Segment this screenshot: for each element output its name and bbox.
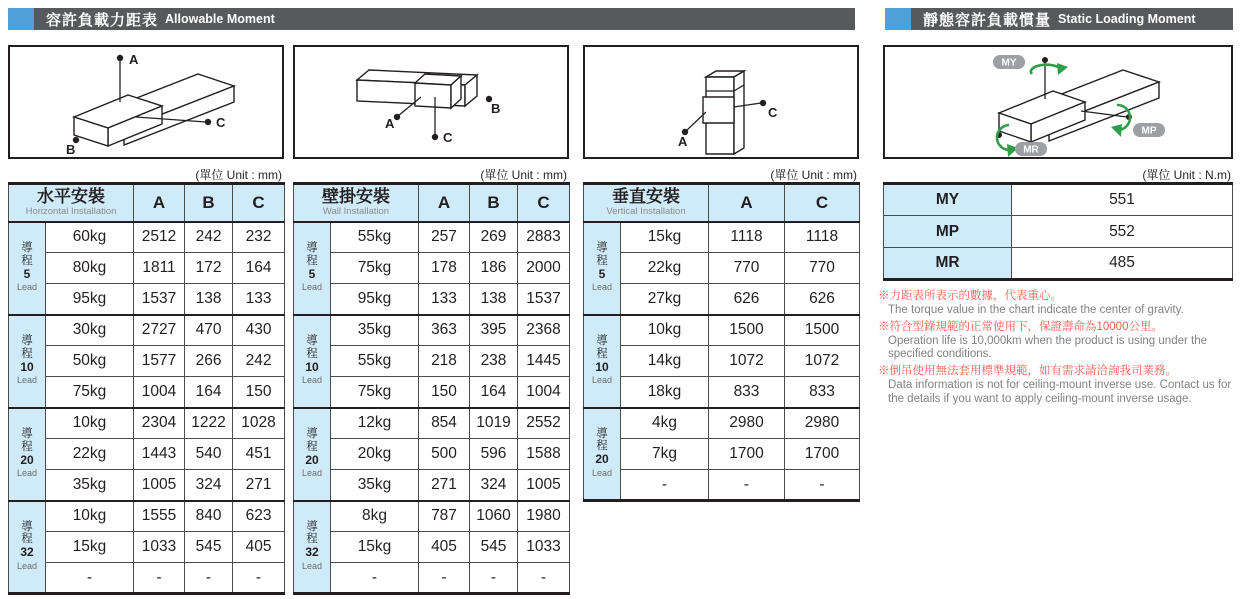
value-cell: 451 bbox=[233, 439, 285, 470]
load-cell: - bbox=[621, 470, 709, 501]
load-cell: 50kg bbox=[46, 346, 134, 377]
value-cell: 1700 bbox=[785, 439, 860, 470]
value-cell: 395 bbox=[470, 315, 518, 346]
table-header-row bbox=[584, 184, 860, 222]
value-cell: 271 bbox=[233, 470, 285, 501]
value-cell: 1019 bbox=[470, 408, 518, 439]
point-a-dot bbox=[394, 114, 400, 120]
moment-axis-cell: MP bbox=[884, 216, 1012, 248]
load-cell: 10kg bbox=[46, 408, 134, 439]
note-en: Data information is not for ceiling-mount inverse use. Contact us for the details if you want to apply ceiling-mount inverse usage. bbox=[888, 379, 1232, 405]
value-cell: 257 bbox=[419, 222, 470, 253]
value-cell: 833 bbox=[785, 377, 860, 408]
notes-block bbox=[878, 289, 1236, 409]
value-cell: 2727 bbox=[134, 315, 185, 346]
table-row bbox=[584, 408, 860, 439]
table-row bbox=[294, 501, 570, 532]
actuator-isometric-drawing bbox=[295, 47, 567, 157]
load-cell: 8kg bbox=[331, 501, 419, 532]
value-cell: 1072 bbox=[785, 346, 860, 377]
table-row bbox=[9, 532, 285, 563]
note-item bbox=[878, 289, 1236, 318]
value-cell: 133 bbox=[419, 284, 470, 315]
table-row bbox=[294, 532, 570, 563]
table-row bbox=[584, 315, 860, 346]
value-cell: 2980 bbox=[785, 408, 860, 439]
unit-label-mm: (單位 Unit : mm) bbox=[195, 168, 282, 182]
carriage-front-face bbox=[703, 97, 734, 123]
vertical-installation-diagram bbox=[583, 45, 859, 159]
value-cell: 623 bbox=[233, 501, 285, 532]
table-row bbox=[9, 408, 285, 439]
value-cell: 545 bbox=[470, 532, 518, 563]
load-cell: 27kg bbox=[621, 284, 709, 315]
carriage-front-face bbox=[415, 83, 451, 108]
table-header-row bbox=[9, 184, 285, 222]
value-cell: 596 bbox=[470, 439, 518, 470]
table-row bbox=[9, 439, 285, 470]
unit-label-mm: (單位 Unit : mm) bbox=[480, 168, 567, 182]
table-row bbox=[584, 253, 860, 284]
table-row bbox=[584, 439, 860, 470]
column-header-a: A bbox=[419, 184, 470, 222]
value-cell: 1222 bbox=[185, 408, 233, 439]
moment-value-cell: 552 bbox=[1012, 216, 1233, 248]
value-cell: 266 bbox=[185, 346, 233, 377]
mr-label: MR bbox=[1023, 144, 1039, 156]
table-row bbox=[884, 216, 1233, 248]
table-row bbox=[294, 253, 570, 284]
value-cell: 626 bbox=[785, 284, 860, 315]
moment-axis-cell: MR bbox=[884, 248, 1012, 280]
column-header-c: C bbox=[233, 184, 285, 222]
static-moment-diagram bbox=[883, 45, 1233, 159]
table-row bbox=[294, 346, 570, 377]
my-rotation-arrow bbox=[1031, 65, 1061, 74]
load-cell: 55kg bbox=[331, 222, 419, 253]
actuator-isometric-drawing bbox=[10, 47, 282, 157]
point-c-dot bbox=[205, 119, 211, 125]
value-cell: 1443 bbox=[134, 439, 185, 470]
load-cell: 12kg bbox=[331, 408, 419, 439]
note-zh: ※符合型錄規範的正常使用下，保證壽命為10000公里。 bbox=[878, 320, 1163, 333]
value-cell: 1445 bbox=[518, 346, 570, 377]
load-cell: 60kg bbox=[46, 222, 134, 253]
table-row bbox=[9, 470, 285, 501]
point-a-label: A bbox=[129, 52, 139, 67]
value-cell: 1500 bbox=[709, 315, 785, 346]
static-loading-table bbox=[883, 182, 1233, 281]
load-cell: 10kg bbox=[46, 501, 134, 532]
value-cell: 238 bbox=[470, 346, 518, 377]
table-row bbox=[9, 222, 285, 253]
value-cell: 405 bbox=[419, 532, 470, 563]
value-cell: 138 bbox=[470, 284, 518, 315]
load-cell: 4kg bbox=[621, 408, 709, 439]
value-cell: 2000 bbox=[518, 253, 570, 284]
table-row bbox=[584, 377, 860, 408]
value-cell: 1700 bbox=[709, 439, 785, 470]
value-cell: 242 bbox=[233, 346, 285, 377]
value-cell: 324 bbox=[185, 470, 233, 501]
value-cell: 787 bbox=[419, 501, 470, 532]
value-cell: 840 bbox=[185, 501, 233, 532]
lead-cell: 導 程 5 Lead bbox=[584, 222, 621, 315]
value-cell: 500 bbox=[419, 439, 470, 470]
load-cell: 55kg bbox=[331, 346, 419, 377]
point-c-label: C bbox=[216, 115, 226, 130]
table-row bbox=[294, 315, 570, 346]
point-b-label: B bbox=[66, 142, 76, 157]
section-title-en: Allowable Moment bbox=[165, 12, 275, 26]
value-cell: 545 bbox=[185, 532, 233, 563]
value-cell: 1060 bbox=[470, 501, 518, 532]
value-cell: 540 bbox=[185, 439, 233, 470]
unit-label-mm: (單位 Unit : mm) bbox=[770, 168, 857, 182]
my-arrowhead bbox=[1057, 63, 1068, 75]
value-cell: 405 bbox=[233, 532, 285, 563]
value-cell: 1005 bbox=[518, 470, 570, 501]
value-cell: 1811 bbox=[134, 253, 185, 284]
section-title-zh: 容許負載力距表 bbox=[46, 11, 159, 29]
point-a-label: A bbox=[385, 116, 395, 131]
load-cell: 95kg bbox=[331, 284, 419, 315]
point-c-dot bbox=[432, 134, 438, 140]
table-row bbox=[9, 284, 285, 315]
value-cell: 2304 bbox=[134, 408, 185, 439]
value-cell: 164 bbox=[470, 377, 518, 408]
my-axis-dot bbox=[1042, 57, 1048, 63]
lead-cell: 導 程 5 Lead bbox=[9, 222, 46, 315]
horizontal-installation-diagram bbox=[8, 45, 284, 159]
value-cell: - bbox=[233, 563, 285, 594]
value-cell: 324 bbox=[470, 470, 518, 501]
value-cell: 1072 bbox=[709, 346, 785, 377]
load-cell: 30kg bbox=[46, 315, 134, 346]
load-cell: 7kg bbox=[621, 439, 709, 470]
table-row bbox=[294, 222, 570, 253]
lead-cell: 導 程 20 Lead bbox=[584, 408, 621, 501]
column-header-c: C bbox=[785, 184, 860, 222]
load-cell: 75kg bbox=[46, 377, 134, 408]
value-cell: 1537 bbox=[134, 284, 185, 315]
value-cell: 1004 bbox=[134, 377, 185, 408]
column-header-a: A bbox=[709, 184, 785, 222]
lead-cell: 導 程 20 Lead bbox=[294, 408, 331, 501]
column-header-b: B bbox=[185, 184, 233, 222]
value-cell: 2980 bbox=[709, 408, 785, 439]
table-row bbox=[584, 222, 860, 253]
value-cell: 770 bbox=[785, 253, 860, 284]
value-cell: - bbox=[518, 563, 570, 594]
note-item bbox=[878, 320, 1236, 363]
table-row bbox=[9, 346, 285, 377]
load-cell: 35kg bbox=[331, 470, 419, 501]
column-header-b: B bbox=[470, 184, 518, 222]
wall-installation-table bbox=[293, 182, 570, 595]
value-cell: 1118 bbox=[709, 222, 785, 253]
point-c-dot bbox=[760, 100, 766, 106]
table-row bbox=[9, 253, 285, 284]
table-row bbox=[294, 284, 570, 315]
lead-cell: 導 程 10 Lead bbox=[294, 315, 331, 408]
value-cell: 178 bbox=[419, 253, 470, 284]
value-cell: 1004 bbox=[518, 377, 570, 408]
lead-cell: 導 程 32 Lead bbox=[294, 501, 331, 594]
table-row bbox=[294, 408, 570, 439]
value-cell: 833 bbox=[709, 377, 785, 408]
value-cell: 172 bbox=[185, 253, 233, 284]
value-cell: 2552 bbox=[518, 408, 570, 439]
value-cell: 150 bbox=[233, 377, 285, 408]
value-cell: 186 bbox=[470, 253, 518, 284]
load-cell: 80kg bbox=[46, 253, 134, 284]
table-row bbox=[584, 346, 860, 377]
load-cell: 75kg bbox=[331, 253, 419, 284]
point-a-label: A bbox=[678, 134, 688, 149]
note-en: The torque value in the chart indicate the center of gravity. bbox=[888, 303, 1184, 316]
value-cell: 232 bbox=[233, 222, 285, 253]
load-cell: 22kg bbox=[46, 439, 134, 470]
value-cell: 1033 bbox=[518, 532, 570, 563]
value-cell: - bbox=[419, 563, 470, 594]
table-header-row bbox=[294, 184, 570, 222]
section-title-zh: 靜態容許負載慣量 bbox=[923, 11, 1052, 29]
value-cell: - bbox=[785, 470, 860, 501]
actuator-isometric-drawing bbox=[585, 47, 857, 157]
value-cell: - bbox=[134, 563, 185, 594]
table-row bbox=[9, 377, 285, 408]
lead-cell: 導 程 32 Lead bbox=[9, 501, 46, 594]
lead-cell: 導 程 10 Lead bbox=[584, 315, 621, 408]
value-cell: - bbox=[470, 563, 518, 594]
table-row bbox=[9, 563, 285, 594]
mp-label: MP bbox=[1141, 125, 1157, 137]
load-cell: 35kg bbox=[46, 470, 134, 501]
note-zh: ※倒吊使用無法套用標準規範，如有需求請洽詢我司業務。 bbox=[878, 365, 1177, 378]
value-cell: - bbox=[709, 470, 785, 501]
lead-cell: 導 程 10 Lead bbox=[9, 315, 46, 408]
installation-title-cell: 水平安裝 Horizontal Installation bbox=[9, 184, 134, 222]
table-row bbox=[584, 284, 860, 315]
value-cell: - bbox=[185, 563, 233, 594]
table-row bbox=[584, 470, 860, 501]
value-cell: 430 bbox=[233, 315, 285, 346]
value-cell: 133 bbox=[233, 284, 285, 315]
value-cell: 470 bbox=[185, 315, 233, 346]
value-cell: 218 bbox=[419, 346, 470, 377]
note-zh: ※力距表所表示的數據，代表重心。 bbox=[878, 290, 1062, 302]
load-cell: 10kg bbox=[621, 315, 709, 346]
value-cell: 2883 bbox=[518, 222, 570, 253]
section-header-allowable-moment bbox=[8, 8, 855, 30]
section-header-static-loading-moment bbox=[885, 8, 1233, 30]
value-cell: 138 bbox=[185, 284, 233, 315]
point-b-label: B bbox=[491, 101, 501, 116]
load-cell: 22kg bbox=[621, 253, 709, 284]
load-cell: 75kg bbox=[331, 377, 419, 408]
value-cell: 1005 bbox=[134, 470, 185, 501]
load-cell: - bbox=[331, 563, 419, 594]
load-cell: 15kg bbox=[621, 222, 709, 253]
value-cell: 242 bbox=[185, 222, 233, 253]
value-cell: 1033 bbox=[134, 532, 185, 563]
actuator-moment-drawing bbox=[885, 47, 1231, 157]
value-cell: 626 bbox=[709, 284, 785, 315]
value-cell: 271 bbox=[419, 470, 470, 501]
value-cell: 2368 bbox=[518, 315, 570, 346]
value-cell: 164 bbox=[233, 253, 285, 284]
table-row bbox=[294, 377, 570, 408]
lead-cell: 導 程 20 Lead bbox=[9, 408, 46, 501]
value-cell: 1028 bbox=[233, 408, 285, 439]
table-row bbox=[294, 563, 570, 594]
value-cell: 770 bbox=[709, 253, 785, 284]
section-title-en: Static Loading Moment bbox=[1058, 12, 1196, 26]
my-label: MY bbox=[1001, 57, 1017, 69]
value-cell: 150 bbox=[419, 377, 470, 408]
value-cell: 164 bbox=[185, 377, 233, 408]
table-row bbox=[9, 315, 285, 346]
load-cell: 15kg bbox=[46, 532, 134, 563]
value-cell: 1980 bbox=[518, 501, 570, 532]
moment-value-cell: 551 bbox=[1012, 184, 1233, 216]
load-cell: 35kg bbox=[331, 315, 419, 346]
load-cell: 95kg bbox=[46, 284, 134, 315]
horizontal-installation-table bbox=[8, 182, 285, 595]
wall-installation-diagram bbox=[293, 45, 569, 159]
moment-axis-cell: MY bbox=[884, 184, 1012, 216]
load-cell: 14kg bbox=[621, 346, 709, 377]
table-row bbox=[294, 470, 570, 501]
column-header-a: A bbox=[134, 184, 185, 222]
accent-square-icon bbox=[8, 8, 34, 30]
point-a-dot bbox=[117, 55, 123, 61]
accent-square-icon bbox=[885, 8, 911, 30]
note-item bbox=[878, 364, 1236, 407]
value-cell: 1118 bbox=[785, 222, 860, 253]
load-cell: 18kg bbox=[621, 377, 709, 408]
value-cell: 269 bbox=[470, 222, 518, 253]
installation-title-cell: 垂直安裝 Vertical Installation bbox=[584, 184, 709, 222]
moment-value-cell: 485 bbox=[1012, 248, 1233, 280]
installation-title-cell: 壁掛安裝 Wall Installation bbox=[294, 184, 419, 222]
value-cell: 1537 bbox=[518, 284, 570, 315]
value-cell: 1588 bbox=[518, 439, 570, 470]
column-header-c: C bbox=[518, 184, 570, 222]
value-cell: 1577 bbox=[134, 346, 185, 377]
vertical-installation-table bbox=[583, 182, 860, 502]
table-row bbox=[294, 439, 570, 470]
table-row bbox=[884, 184, 1233, 216]
value-cell: 1555 bbox=[134, 501, 185, 532]
table-row bbox=[884, 248, 1233, 280]
note-en: Operation life is 10,000km when the product is using under the specified conditions. bbox=[888, 334, 1207, 361]
load-cell: - bbox=[46, 563, 134, 594]
mp-arrowhead bbox=[1111, 124, 1122, 137]
value-cell: 854 bbox=[419, 408, 470, 439]
table-row bbox=[9, 501, 285, 532]
lead-cell: 導 程 5 Lead bbox=[294, 222, 331, 315]
point-c-label: C bbox=[768, 105, 778, 120]
body-right-face bbox=[734, 71, 744, 154]
load-cell: 15kg bbox=[331, 532, 419, 563]
value-cell: 2512 bbox=[134, 222, 185, 253]
value-cell: 1500 bbox=[785, 315, 860, 346]
value-cell: 363 bbox=[419, 315, 470, 346]
load-cell: 20kg bbox=[331, 439, 419, 470]
unit-label-nm: (單位 Unit : N.m) bbox=[1142, 168, 1231, 182]
point-c-label: C bbox=[443, 130, 453, 145]
